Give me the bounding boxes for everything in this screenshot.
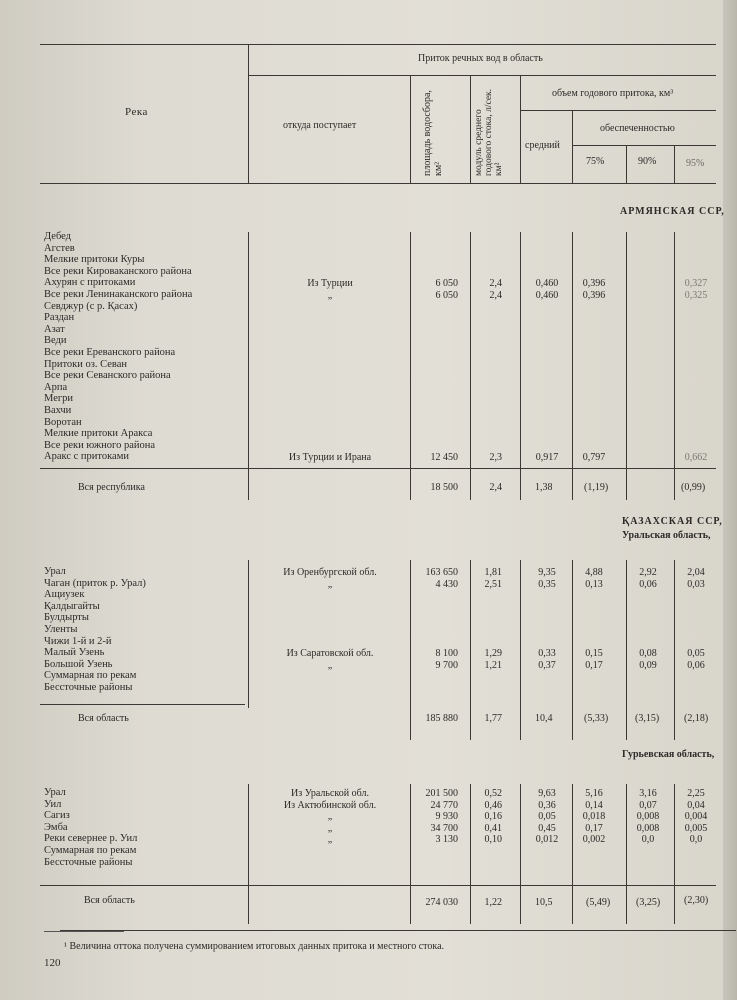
armenia-river-name: Дебед [44,231,72,242]
kazakh-river-name: Большой Узень [44,658,113,670]
kazakh-river-name: Қалдыгайты [44,600,100,612]
armenia-river-list [44,231,192,463]
kazakh-cell-area: 8 100 [435,648,458,660]
subsection-ural-oblast: Уральская область, [622,530,711,541]
guryev-total-modul: 1,22 [484,897,502,908]
guryev-cell-p90: 3,16 [639,788,657,799]
guryev-cell-mean: 0,36 [538,799,556,811]
header-p95: 95% [686,158,705,169]
kazakh-total-label: Вся область [78,713,129,724]
guryev-cell-from: „ [327,811,333,823]
kazakh-river-name: Уленты [44,623,78,635]
footnote: ¹ Величина оттока получена суммированием итоговых данных притока и местного стока. [64,941,445,952]
armenia-cell-mean: 0,917 [535,452,559,464]
header-vline-6 [626,145,627,183]
armenia-vline-1 [248,232,249,500]
armenia-river-name: Все реки южного района [44,439,156,451]
armenia-river-name: Все реки Ленинаканского района [44,288,193,300]
armenia-river-name: Воротан [44,416,82,428]
kazakh-river-name: Бессточные районы [44,681,133,693]
armenia-cell-from: „ [327,290,333,301]
gur-vline-6 [626,784,627,924]
footnote-rule [44,931,124,932]
header-inflow: Приток речных вод в область [418,53,543,64]
kazakh-cell-mean: 9,35 [538,567,556,578]
kaz-vline-1 [248,560,249,708]
guryev-river-name: Реки севернее р. Уил [44,833,138,845]
kazakh-cell-mean: 0,37 [538,659,556,671]
header-from: откуда поступает [283,120,357,131]
guryev-cell-mean: 0,012 [535,834,559,846]
header-reka: Река [125,106,148,118]
armenia-vline-7 [674,232,675,500]
kazakh-river-list [44,566,146,694]
section-title-armenia: АРМЯНСКАЯ ССР, [620,206,725,217]
guryev-cell-modul: 0,16 [484,811,502,823]
kazakh-total-mean: 10,4 [535,713,553,724]
armenia-cell-from: Из Турции и Ирана [288,452,372,464]
armenia-cell-modul: 2,4 [489,278,502,290]
guryev-cell-p90: 0,0 [641,834,655,846]
guryev-cell-p75: 5,16 [585,788,603,799]
guryev-total-mean: 10,5 [535,897,553,908]
guryev-cell-p75: 0,17 [585,822,603,834]
armenia-river-name: Мелкие притоки Куры [44,254,145,266]
guryev-cell-modul: 0,41 [484,822,502,834]
armenia-vline-2 [410,232,411,500]
header-rule-2 [520,110,716,111]
kazakh-cell-p90: 0,08 [639,648,657,660]
kazakh-cell-modul: 2,51 [484,578,502,590]
kaz-total-rule [40,704,245,705]
gur-vline-3 [470,784,471,924]
guryev-river-name: Эмба [44,821,68,833]
armenia-river-name: Все реки Ереванского района [44,346,176,358]
guryev-total-label: Вся область [84,895,135,906]
guryev-cell-p75: 0,002 [582,834,606,846]
kaz-vline-6 [626,560,627,740]
gur-vline-1 [248,784,249,924]
guryev-cell-mean: 0,05 [538,811,556,823]
section-title-kazakh: ҚАЗАХСКАЯ ССР, [622,516,723,527]
header-vline-1 [248,44,249,183]
armenia-total-rule [40,468,716,469]
header-modul: модуль среднего годового стока, л/сек. км² [474,88,504,176]
guryev-river-name: Сагиз [44,810,70,822]
header-vline-3 [470,75,471,183]
kazakh-cell-modul: 1,21 [484,659,502,671]
guryev-cell-p95: 0,0 [689,834,703,846]
armenia-cell-modul: 2,4 [489,290,502,301]
guryev-cell-p95: 0,04 [687,799,705,811]
kazakh-cell-p90: 2,92 [639,567,657,578]
armenia-cell-mean: 0,460 [535,278,559,290]
guryev-cell-mean: 9,63 [538,788,556,799]
page-number: 120 [44,957,61,969]
guryev-cell-modul: 0,52 [484,788,502,799]
kazakh-cell-mean: 0,33 [538,648,556,660]
armenia-river-name: Притоки оз. Севан [44,358,128,370]
armenia-vline-6 [626,232,627,500]
kazakh-cell-from: Из Оренбургской обл. [283,567,377,578]
kazakh-river-name: Булдырты [44,612,89,624]
armenia-cell-p95: 0,325 [684,290,708,301]
armenia-total-mean: 1,38 [535,482,553,493]
armenia-river-name: Веди [44,335,67,347]
armenia-river-name: Агстев [44,242,75,254]
gur-vline-2 [410,784,411,924]
armenia-cell-p75: 0,797 [582,452,606,464]
guryev-cell-p75: 0,14 [585,799,603,811]
guryev-cell-p90: 0,008 [636,811,660,823]
kazakh-river-name: Ащиузек [44,589,85,601]
guryev-cell-area: 9 930 [435,811,458,823]
armenia-vline-3 [470,232,471,500]
header-bottom-rule [40,183,716,184]
guryev-cell-area: 201 500 [425,788,458,799]
kazakh-cell-area: 163 650 [425,567,458,578]
kazakh-cell-p90: 0,06 [639,578,657,590]
armenia-river-name: Севджур (с р. Қасах) [44,300,138,312]
kazakh-cell-p75: 0,17 [585,659,603,671]
kazakh-total-p75: (5,33) [584,713,609,724]
book-spine [723,0,737,1000]
armenia-river-name: Все реки Севанского района [44,370,171,382]
header-volume: объем годового притока, км³ [552,88,674,99]
kazakh-cell-p75: 4,88 [585,567,603,578]
armenia-cell-p95: 0,327 [684,278,708,290]
armenia-total-p95: (0,99) [681,482,706,493]
armenia-cell-mean: 0,460 [535,290,559,301]
armenia-vline-4 [520,232,521,500]
kazakh-cell-area: 9 700 [435,659,458,671]
guryev-cell-p95: 0,005 [684,822,708,834]
header-vline-5 [572,110,573,183]
guryev-river-name: Суммарная по рекам [44,844,137,856]
armenia-river-name: Все реки Кироваканского района [44,265,192,277]
header-rule-3 [572,145,716,146]
header-rule-1 [248,75,716,76]
guryev-cell-from: Из Уральской обл. [291,788,369,799]
kazakh-cell-p75: 0,13 [585,578,603,590]
armenia-cell-area: 6 050 [435,290,458,301]
kazakh-river-name: Чаган (приток р. Урал) [44,577,146,589]
armenia-total-modul: 2,4 [489,482,502,493]
guryev-total-p90: (3,25) [636,897,661,908]
header-p90: 90% [638,156,657,167]
guryev-cell-mean: 0,45 [538,822,556,834]
armenia-river-name: Арпа [44,381,68,393]
guryev-total-p95: (2,30) [684,895,709,906]
kazakh-river-name: Урал [44,566,66,577]
armenia-river-name: Раздан [44,312,75,324]
kazakh-cell-p95: 0,06 [687,659,705,671]
kazakh-cell-p95: 0,05 [687,648,705,660]
gur-total-rule [40,885,716,886]
armenia-total-label: Вся республика [78,482,145,493]
guryev-cell-p75: 0,018 [582,811,606,823]
kazakh-total-p90: (3,15) [635,713,660,724]
armenia-total-p75: (1,19) [584,482,609,493]
header-area: площадь водосбора, км² [422,90,444,176]
armenia-cell-p95: 0,662 [684,452,708,464]
guryev-cell-modul: 0,46 [484,799,502,811]
guryev-river-name: Урал [44,787,66,798]
guryev-cell-from: Из Актюбинской обл. [283,799,377,811]
kazakh-river-name: Суммарная по рекам [44,670,137,682]
kazakh-cell-from: Из Саратовской обл. [286,648,374,660]
header-vline-7 [674,145,675,183]
guryev-total-area: 274 030 [425,897,458,908]
kazakh-cell-p75: 0,15 [585,648,603,660]
guryev-cell-area: 24 770 [430,799,458,811]
guryev-cell-p90: 0,07 [639,799,657,811]
kazakh-total-p95: (2,18) [684,713,709,724]
armenia-cell-modul: 2,3 [489,452,502,464]
armenia-cell-area: 12 450 [430,452,458,464]
guryev-river-name: Уил [44,798,62,810]
armenia-cell-area: 6 050 [435,278,458,290]
kaz-vline-5 [572,560,573,740]
armenia-cell-from: Из Турции [307,278,353,290]
kaz-vline-3 [470,560,471,740]
header-vline-2 [410,75,411,183]
kazakh-cell-mean: 0,35 [538,578,556,590]
kaz-vline-2 [410,560,411,740]
kazakh-cell-modul: 1,81 [484,567,502,578]
header-supply: обеспеченностью [600,123,675,134]
kazakh-total-modul: 1,77 [484,713,502,724]
gur-vline-5 [572,784,573,924]
kaz-vline-4 [520,560,521,740]
kaz-vline-7 [674,560,675,740]
kazakh-river-name: Чижи 1-й и 2-й [44,635,112,647]
header-vline-4 [520,75,521,183]
gur-vline-7 [674,784,675,924]
gur-vline-4 [520,784,521,924]
guryev-cell-p95: 0,004 [684,811,708,823]
armenia-river-name: Мелкие притоки Аракса [44,428,153,440]
subsection-guryev-oblast: Гурьевская область, [622,749,715,760]
armenia-cell-p75: 0,396 [582,290,606,301]
guryev-cell-from: „ [327,822,333,834]
guryev-cell-area: 3 130 [435,834,458,846]
guryev-cell-area: 34 700 [430,822,458,834]
guryev-river-name: Бессточные районы [44,856,133,868]
guryev-total-p75: (5,49) [586,897,611,908]
armenia-river-name: Ахурян с притоками [44,277,136,289]
armenia-river-name: Мегри [44,393,74,405]
header-mean: средний [525,140,560,151]
guryev-cell-p95: 2,25 [687,788,705,799]
armenia-river-name: Азат [44,323,65,335]
kazakh-river-name: Малый Узень [44,647,105,659]
armenia-river-name: Аракс с притоками [44,451,129,463]
kazakh-cell-p90: 0,09 [639,659,657,671]
kazakh-total-area: 185 880 [425,713,458,724]
kazakh-cell-p95: 0,03 [687,578,705,590]
header-p75: 75% [586,156,605,167]
armenia-total-area: 18 500 [430,482,458,493]
guryev-river-list [44,787,137,868]
armenia-cell-p75: 0,396 [582,278,606,290]
kazakh-cell-p95: 2,04 [687,567,705,578]
armenia-vline-5 [572,232,573,500]
table-top-rule [40,44,716,45]
kazakh-cell-from: „ [327,659,333,671]
table-bottom-rule [60,930,736,931]
armenia-river-name: Вахчи [44,404,72,416]
kazakh-cell-modul: 1,29 [484,648,502,660]
guryev-cell-from: „ [327,834,333,846]
guryev-cell-p90: 0,008 [636,822,660,834]
kazakh-cell-from: „ [327,578,333,590]
kazakh-cell-area: 4 430 [435,578,458,590]
guryev-cell-modul: 0,10 [484,834,502,846]
